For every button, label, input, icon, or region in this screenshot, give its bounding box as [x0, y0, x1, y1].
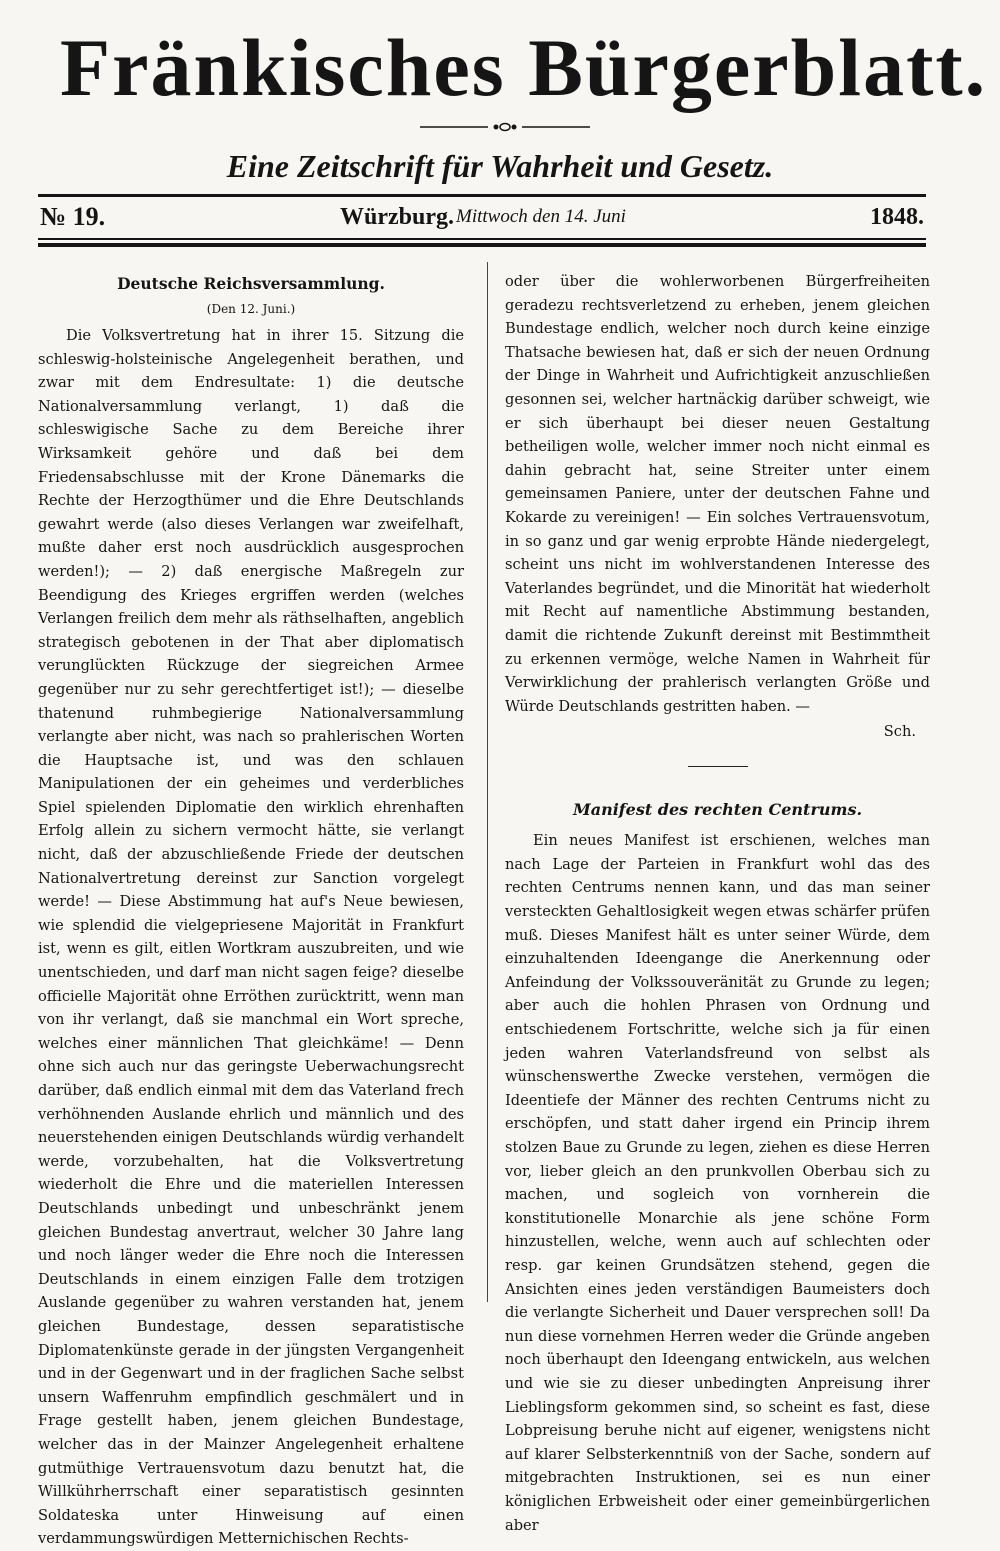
issue-year: 1848.	[870, 204, 924, 230]
section-divider	[688, 766, 748, 767]
article-body-continued: oder über die wohlerworbenen Bürgerfreiheiten geradezu rechtsverletzend zu erheben, jenem gleichen Bundestage endlich, welcher noch durch keine einzige Thatsache bewiesen hat, daß er sich der neuen Ordnung der Dinge in Wahrheit und Aufrichtigkeit anzuschließen gesonnen sei, welcher hartnäckig darüber schweigt, wie er sich überhaupt bei dieser neuen Gestaltung betheiligen wolle, welcher immer noch nicht einmal es dahin gebracht hat, seine Streiter unter einem gemeinsamen Paniere, unter der deutschen Fahne und Kokarde zu vereinigen! — Ein solches Vertrauensvotum, in so ganz und gar wenig erprobte Hände niedergelegt, scheint uns nicht im wohlverstandenen Interesse des Vaterlandes begründet, und die Minorität hat wiederholt mit Recht auf namentliche Abstimmung bestanden, damit die richtende Zukunft dereinst mit Bestimmtheit zu erkennen vermöge, welche Namen in Wahrheit für Verwirklichung der prahlerisch verlangten Größe und Würde Deutschlands gestritten haben. —	[505, 273, 930, 715]
header-rule-top	[38, 194, 926, 197]
article-heading: Deutsche Reichsversammlung.	[117, 274, 385, 293]
masthead-subtitle: Eine Zeitschrift für Wahrheit und Gesetz.	[226, 148, 774, 184]
article2-body: Ein neues Manifest ist erschienen, welches man nach Lage der Parteien in Frankfurt wohl das des rechten Centrums nennen kann, und das man seiner versteckten Gehaltlosigkeit wegen etwas schärfer prüfen muß. Dieses Manifest hält es unter seiner Würde, dem einzuhaltenden Ideengange die Anerkennung oder Anfeindung der Volkssouveränität zu Grunde zu legen; aber auch die hohlen Phrasen von Ordnung und entschiedenem Fortschritte, welche sich ja für einen jeden wahren Vaterlandsfreund von selbst als wünschenswerthe Zwecke verstehen, vermögen die Ideentiefe der Männer des rechten Centrums nicht zu erschöpfen, und statt daher irgend ein Princip ihrem stolzen Baue zu Grunde zu legen, ziehen es diese Herren vor, lieber gleich an den prunkvollen Oberbau sich zu machen, und sogleich von vornherein die konstitutionelle Monarchie als jene schöne Form hinzustellen, welche, wenn auch auf schlechten oder resp. gar keinen Grundsätzen stehend, gegen die Ansichten eines jeden verständigen Baumeisters doch die verlangte Sicherheit und Dauer versprechen soll! Da nun diese vornehmen Herren weder die Gründe angeben noch überhaupt den Ideengang entwickeln, aus welchen und wie sie zu dieser unbedingten Anpreisung ihrer Lieblingsform gekommen sind, so scheint es fast, diese Lobpreisung beruhe nicht auf eigener, wenigstens nicht auf klarer Selbsterkenntniß von der Sache, sondern auf mitgebrachten Instruktionen, sei es nun einer königlichen Erbweisheit oder einer gemeinbürgerlichen aber	[505, 832, 930, 1534]
header-rule-thick	[38, 243, 926, 247]
article-signature: Sch.	[883, 723, 916, 741]
issue-date: Mittwoch den 14. Juni	[456, 206, 626, 227]
issue-number: № 19.	[40, 202, 106, 231]
right-column	[505, 270, 930, 1534]
article2-heading: Manifest des rechten Centrums.	[572, 800, 863, 820]
column-divider	[487, 262, 488, 1302]
issue-city: Würzburg.	[340, 204, 454, 230]
article-body: Die Volksvertretung hat in ihrer 15. Sitzung die schleswig-holsteinische Angelegenheit berathen, und zwar mit dem Endresultate: 1) die deutsche Nationalversammlung verlangt, 1) daß die schleswigische Sache zu dem Bereiche ihrer Wirksamkeit gehöre und daß bei dem Friedensabschlusse mit der Krone Dänemarks die Rechte der Herzogthümer und die Ehre Deutschlands gewahrt werde (also dieses Verlangen war zweifelhaft, mußte daher erst noch ausdrücklich ausgesprochen werden!); — 2) daß energische Maßregeln zur Beendigung des Krieges ergriffen werden (welches Verlangen freilich dem mehr als räthselhaften, angeblich strategisch gebotenen in der That aber diplomatisch verunglückten Rückzuge der siegreichen Armee gegenüber nur zu sehr gerechtfertiget ist!); — dieselbe thatenund ruhmbegierige Nationalversammlung verlangte aber nicht, was nach so prahlerischen Worten die Hauptsache ist, und was den schlauen Manipulationen der ein geheimes und verderbliches Spiel spielenden Diplomatie den wirklich ehrenhaften Erfolg allein zu sichern vermocht hätte, sie verlangt nicht, daß der abzuschließende Friede der deutschen Nationalvertretung dereinst zur Sanction vorgelegt werde! — Diese Abstimmung hat auf's Neue bewiesen, wie splendid die vielgepriesene Majorität in Frankfurt ist, wenn es gilt, eitlen Wortkram auszubreiten, und wie unentschieden, und darf man nicht sagen feige? dieselbe officielle Majorität ohne Erröthen zurücktritt, wenn man von ihr verlangt, daß sie manchmal ein Wort spreche, welches einer männlichen That gleichkäme! — Denn ohne sich auch nur das geringste Ueberwachungsrecht darüber, daß endlich einmal mit dem das Vaterland frech verhöhnenden Auslande ehrlich und männlich und des neuerstehenden einigen Deutschlands würdig verhandelt werde, vorzubehalten, hat die Volksvertretung wiederholt die Ehre und die materiellen Interessen Deutschlands unbedingt und unbeschränkt jenem gleichen Bundestag anvertraut, welcher 30 Jahre lang und noch länger weder die Ehre noch die Interessen Deutschlands in einem einzigen Falle dem trotzigen Auslande gegenüber zu wahren verstanden hat, jenem gleichen Bundestage, dessen separatistische Diplomatenkünste gerade in der jüngsten Vergangenheit und in der Gegenwart und in der fraglichen Sache selbst unsern Waffenruhm empfindlich geschmälert und in Frage gestellt haben, jenem gleichen Bundestage, welcher das in der Mainzer Angelegenheit erhaltene gutmüthige Vertrauensvotum dazu benutzt hat, die Willkührherrschaft einer separatistisch gesinnten Soldateska unter Hinweisung auf einen verdammungswürdigen Metternichischen Rechts-	[38, 327, 464, 1548]
article-dateline: (Den 12. Juni.)	[206, 302, 296, 316]
left-column	[38, 270, 464, 1548]
masthead-title: Fränkisches Bürgerblatt.	[60, 22, 988, 113]
header-rule-thin	[38, 238, 926, 240]
ornament-divider-icon	[420, 122, 590, 132]
